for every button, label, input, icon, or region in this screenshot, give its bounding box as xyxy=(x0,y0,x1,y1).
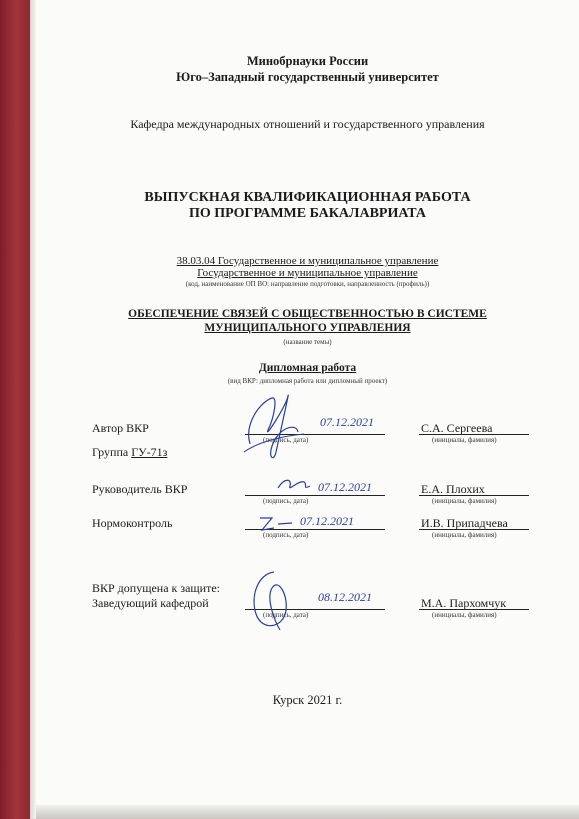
work-type-text: Дипломная работа xyxy=(258,362,357,374)
work-type-caption: (вид ВКР: дипломная работа или дипломный проект) xyxy=(227,377,388,385)
signature-author xyxy=(238,388,308,468)
ministry-name: Минобрнауки России xyxy=(246,54,369,68)
work-title-line1: ВЫПУСКНАЯ КВАЛИФИКАЦИОННАЯ РАБОТА xyxy=(144,190,471,205)
city-year: Курск 2021 г. xyxy=(272,693,343,707)
name-line-author xyxy=(419,434,529,435)
name-supervisor: Е.А. Плохих xyxy=(421,482,485,496)
name-normcontrol: И.В. Припадчева xyxy=(421,516,508,530)
sig-caption-head: (подпись, дата) xyxy=(263,611,309,619)
program-profile xyxy=(36,267,579,279)
sig-caption-supervisor: (подпись, дата) xyxy=(263,497,309,505)
topic-line2-text: МУНИЦИПАЛЬНОГО УПРАВЛЕНИЯ xyxy=(204,322,411,334)
department-name: Кафедра международных отношений и государственного управления xyxy=(130,117,485,131)
topic-line1-text: ОБЕСПЕЧЕНИЕ СВЯЗЕЙ С ОБЩЕСТВЕННОСТЬЮ В СИСТЕМЕ xyxy=(128,308,487,320)
topic-line1 xyxy=(36,308,579,320)
date-supervisor: 07.12.2021 xyxy=(318,480,372,494)
name-head: М.А. Пархомчук xyxy=(421,596,507,610)
red-binding xyxy=(0,0,30,819)
role-author: Автор ВКР xyxy=(92,421,149,435)
role-normcontrol: Нормоконтроль xyxy=(92,516,173,530)
signature-supervisor xyxy=(274,474,314,496)
sig-caption-author: (подпись, дата) xyxy=(263,436,309,444)
name-caption-head: (инициалы, фамилия) xyxy=(432,611,497,619)
signature-normcontrol xyxy=(256,510,306,536)
date-normcontrol: 07.12.2021 xyxy=(300,514,354,528)
name-caption-supervisor: (инициалы, фамилия) xyxy=(432,497,497,505)
program-code-text: 38.03.04 Государственное и муниципальное управление xyxy=(176,255,439,267)
date-author: 07.12.2021 xyxy=(320,415,374,429)
signature-head xyxy=(244,566,304,638)
name-caption-normcontrol: (инициалы, фамилия) xyxy=(432,531,497,539)
name-line-normcontrol xyxy=(419,529,529,530)
work-title-line2: ПО ПРОГРАММЕ БАКАЛАВРИАТА xyxy=(189,206,426,221)
date-head: 08.12.2021 xyxy=(318,590,372,604)
university-name: Юго–Западный государственный университет xyxy=(176,70,439,84)
program-caption: (код, наименование ОП ВО: направление подготовки, направленность (профиль)) xyxy=(185,280,430,288)
group-row xyxy=(92,445,167,460)
role-head: Заведующий кафедрой xyxy=(92,596,209,610)
group-value: ГУ-71з xyxy=(131,445,168,459)
sig-caption-normcontrol: (подпись, дата) xyxy=(263,531,309,539)
name-line-head xyxy=(419,609,529,610)
work-type xyxy=(36,362,579,374)
program-code xyxy=(36,255,579,267)
program-profile-text: Государственное и муниципальное управление xyxy=(197,267,418,279)
page-bottom-edge xyxy=(36,805,579,819)
role-supervisor: Руководитель ВКР xyxy=(92,482,188,496)
admission-text: ВКР допущена к защите: xyxy=(92,581,220,595)
topic-line2 xyxy=(36,322,579,334)
name-author: С.А. Сергеева xyxy=(421,421,493,435)
topic-caption: (название темы) xyxy=(283,338,332,346)
name-line-supervisor xyxy=(419,495,529,496)
name-caption-author: (инициалы, фамилия) xyxy=(432,436,497,444)
group-label: Группа xyxy=(92,445,129,459)
signature-line-supervisor xyxy=(245,495,385,496)
